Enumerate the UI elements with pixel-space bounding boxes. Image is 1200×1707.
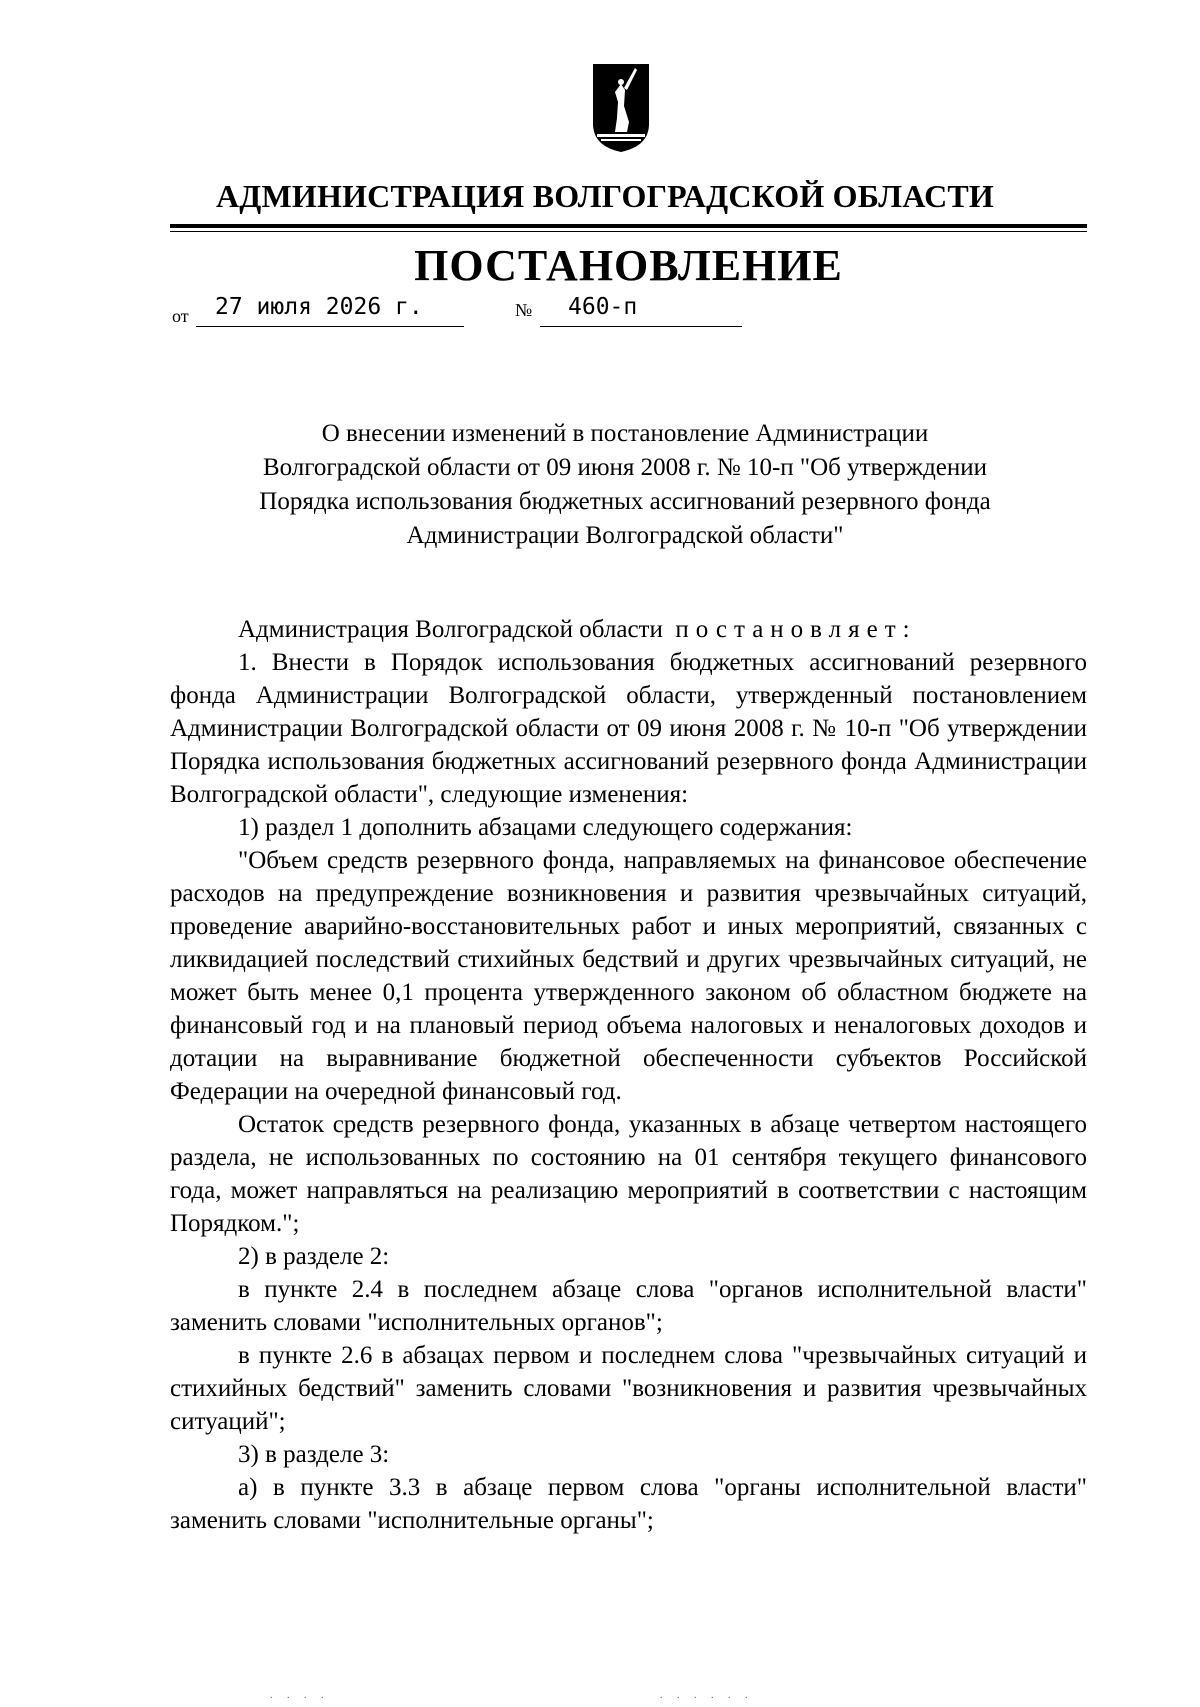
- date-label: от: [172, 306, 189, 326]
- organization-title: АДМИНИСТРАЦИЯ ВОЛГОГРАДСКОЙ ОБЛАСТИ: [215, 178, 995, 214]
- heading-line: Администрации Волгоградской области": [406, 522, 844, 549]
- heading-line: О внесении изменений в постановление Администрации: [321, 420, 929, 447]
- intro-subject: Администрация Волгоградской области: [238, 616, 663, 643]
- heading-line: Порядка использования бюджетных ассигнований резервного фонда: [259, 488, 991, 515]
- body-paragraph: 1. Внести в Порядок использования бюджетных ассигнований резервного фонда Администрации Волгоградской области, утвержденный постановлением Администрации Волгоградской области от 09 июня 2008 г. № 10-п "Об утверждении Порядка использования бюджетных ассигнований резервного фонда Администрации Волгоградской области", следующие изменения:: [170, 649, 1087, 808]
- document-number: 460-п: [568, 294, 638, 320]
- header-rule-thick: [170, 224, 1087, 228]
- body-paragraph: 1) раздел 1 дополнить абзацами следующего содержания:: [238, 814, 853, 841]
- body-paragraph: в пункте 2.4 в последнем абзаце слова "органов исполнительной власти" заменить словами "исполнительных органов";: [170, 1276, 1087, 1336]
- intro-verb: постановляет:: [675, 616, 917, 643]
- body-paragraph: Остаток средств резервного фонда, указанных в абзаце четвертом настоящего раздела, не использованных по состоянию на 01 сентября текущего финансового года, может направляться на реализацию мероприятий в соответствии с настоящим Порядком.";: [170, 1111, 1087, 1237]
- date-underline: [196, 326, 464, 327]
- scan-artifact: . . . . . .: [660, 1690, 754, 1701]
- number-underline: [540, 326, 742, 327]
- document-type-title: ПОСТАНОВЛЕНИЕ: [414, 241, 843, 290]
- body-paragraph: в пункте 2.6 в абзацах первом и последнем слова "чрезвычайных ситуаций и стихийных бедствий" заменить словами "возникновения и развития чрезвычайных ситуаций";: [170, 1342, 1087, 1435]
- document-body: [170, 613, 1087, 1537]
- body-paragraph: 2) в разделе 2:: [238, 1243, 390, 1270]
- heading-line: Волгоградской области от 09 июня 2008 г. № 10-п "Об утверждении: [262, 454, 988, 481]
- document-date: 27 июля 2026 г.: [215, 294, 423, 320]
- intro-paragraph: [170, 613, 1087, 646]
- header-rule-thin: [170, 231, 1087, 232]
- coat-of-arms-icon: [591, 62, 651, 154]
- number-label: №: [515, 300, 533, 320]
- document-heading: [200, 417, 1050, 553]
- body-paragraph: 3) в разделе 3:: [238, 1441, 390, 1468]
- scan-artifact: . . . .: [270, 1690, 330, 1701]
- body-paragraph: "Объем средств резервного фонда, направляемых на финансовое обеспечение расходов на предупреждение возникновения и развития чрезвычайных ситуаций, проведение аварийно-восстановительных работ и иных мероприятий, связанных с ликвидацией последствий стихийных бедствий и других чрезвычайных ситуаций, не может быть менее 0,1 процента утвержденного законом об областном бюджете на финансовый год и на плановый период объема налоговых и неналоговых доходов и дотации на выравнивание бюджетной обеспеченности субъектов Российской Федерации на очередной финансовый год.: [170, 847, 1087, 1105]
- body-paragraph: а) в пункте 3.3 в абзаце первом слова "органы исполнительной власти" заменить словами "исполнительные органы";: [170, 1474, 1087, 1534]
